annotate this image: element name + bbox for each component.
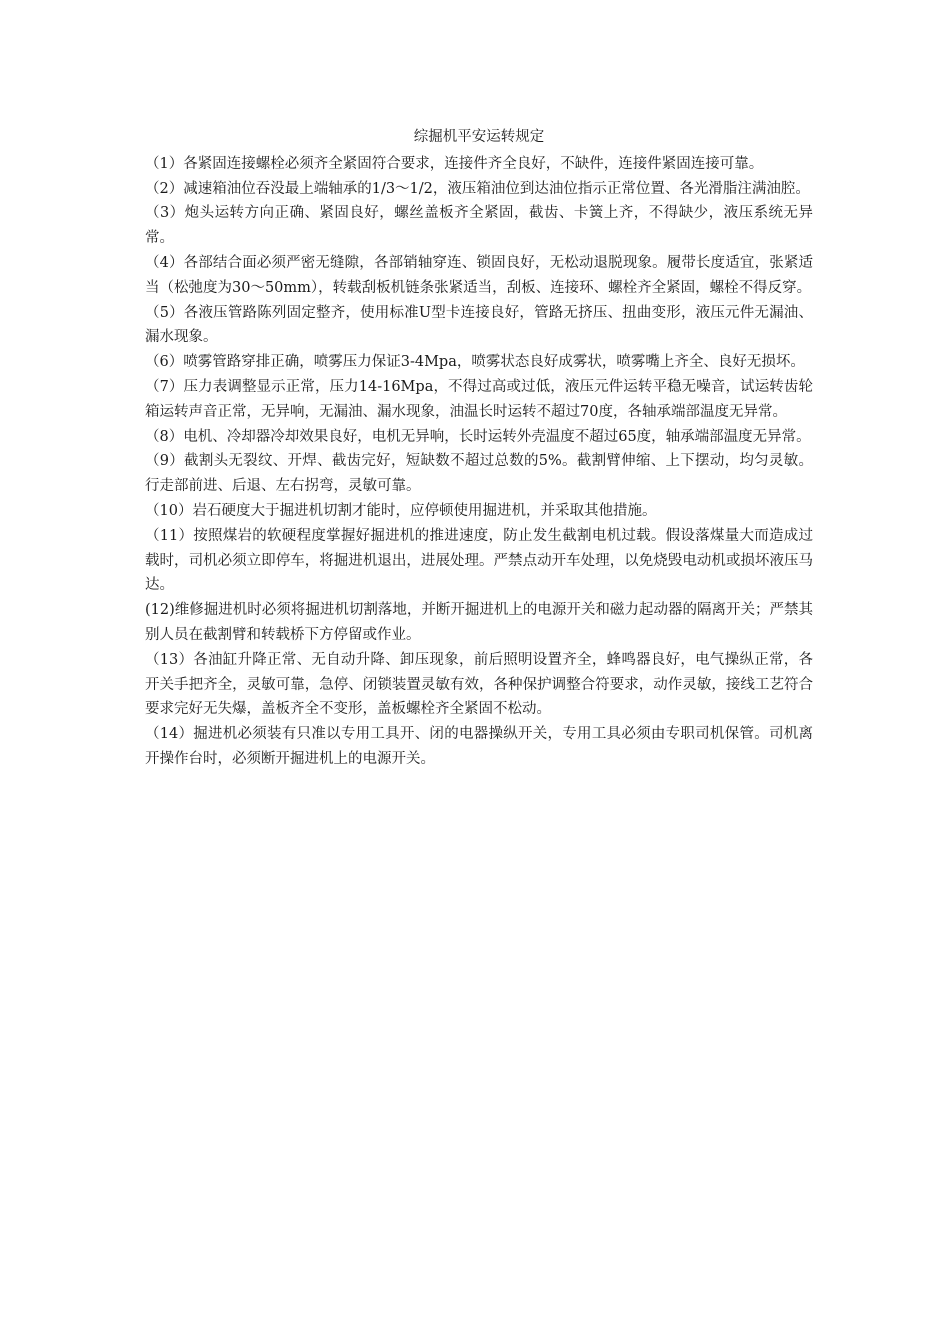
document-body [145,125,813,772]
clause-3: （3）炮头运转方向正确、紧固良好，螺丝盖板齐全紧固，截齿、卡簧上齐，不得缺少，液压系统无异常。 [145,205,813,247]
clause-8: （8）电机、冷却器冷却效果良好，电机无异响，长时运转外壳温度不超过65度，轴承端部温度无异常。 [145,428,811,445]
clause-6: （6）喷雾管路穿排正确，喷雾压力保证3-4Mpa，喷雾状态良好成雾状，喷雾嘴上齐全、良好无损坏。 [145,354,805,371]
clause-11: （11）按照煤岩的软硬程度掌握好掘进机的推进速度，防止发生截割电机过载。假设落煤量大而造成过载时，司机必须立即停车，将掘进机退出，进展处理。严禁点动开车处理，以免烧毁电动机或损坏液压马达。 [145,527,813,594]
clause-2: （2）减速箱油位吞没最上端轴承的1/3～1/2，液压箱油位到达油位指示正常位置、各光滑脂注满油腔。 [145,180,810,197]
clause-14: （14）掘进机必须装有只准以专用工具开、闭的电器操纵开关，专用工具必须由专职司机保管。司机离开操作台时，必须断开掘进机上的电源开关。 [145,726,813,767]
clause-13: （13）各油缸升降正常、无自动升降、卸压现象，前后照明设置齐全，蜂鸣器良好，电气操纵正常，各开关手把齐全，灵敏可靠，急停、闭锁装置灵敏有效，各种保护调整合符要求，动作灵敏，接线工艺符合要求完好无失爆，盖板齐全不变形，盖板螺栓齐全紧固不松动。 [145,651,813,718]
clause-9: （9）截割头无裂纹、开焊、截齿完好，短缺数不超过总数的5%。截割臂伸缩、上下摆动，均匀灵敏。行走部前进、后退、左右拐弯，灵敏可靠。 [145,453,813,495]
document-title: 综掘机平安运转规定 [413,129,545,145]
clause-12: (12)维修掘进机时必须将掘进机切割落地，并断开掘进机上的电源开关和磁力起动器的隔离开关；严禁其别人员在截割臂和转载桥下方停留或作业。 [145,602,813,643]
clause-5: （5）各液压管路陈列固定整齐，使用标准U型卡连接良好，管路无挤压、扭曲变形，液压元件无漏油、漏水现象。 [145,304,813,346]
clause-1: （1）各紧固连接螺栓必须齐全紧固符合要求，连接件齐全良好，不缺件，连接件紧固连接可靠。 [145,155,764,172]
clause-7: （7）压力表调整显示正常，压力14-16Mpa，不得过高或过低，液压元件运转平稳无噪音，试运转齿轮箱运转声音正常，无异响，无漏油、漏水现象，油温长时运转不超过70度，各轴承端部温度无异常。 [145,378,813,420]
clause-4: （4）各部结合面必须严密无缝隙，各部销轴穿连、锁固良好，无松动退脱现象。履带长度适宜，张紧适当（松弛度为30～50mm），转载刮板机链条张紧适当，刮板、连接环、螺栓齐全紧固，螺栓不得反穿。 [145,254,813,296]
clause-10: （10）岩石硬度大于掘进机切割才能时，应停顿使用掘进机，并采取其他措施。 [145,502,657,519]
